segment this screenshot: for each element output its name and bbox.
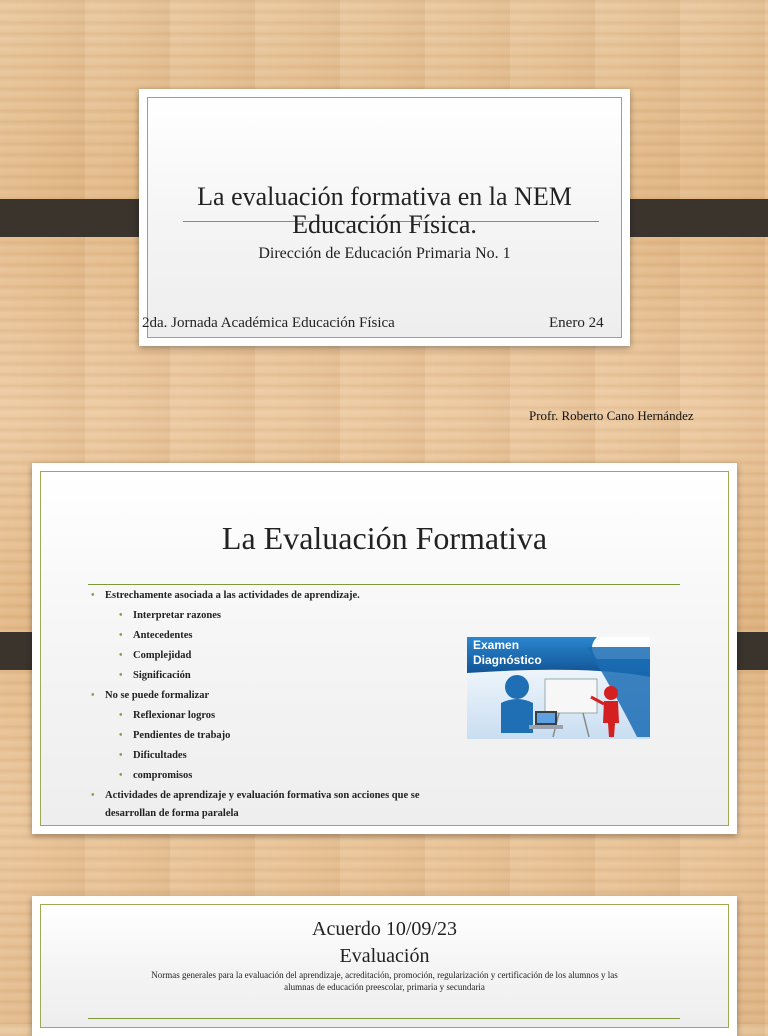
slide-1-footer-right: Enero 24 bbox=[549, 315, 604, 331]
slide-1-title-line2: Educación Física. bbox=[292, 210, 477, 239]
slide-1 bbox=[139, 89, 630, 346]
bullet-item: • Actividades de aprendizaje y evaluación formativa son acciones que se bbox=[105, 789, 545, 802]
slide-2-title: La Evaluación Formativa bbox=[221, 520, 548, 556]
slide-2 bbox=[32, 463, 737, 834]
bullet-item: • Estrechamente asociada a las actividades de aprendizaje. bbox=[105, 589, 545, 602]
slide-3 bbox=[32, 896, 737, 1036]
bullet-item: • Pendientes de trabajo bbox=[133, 729, 545, 742]
slide-3-description-line2: alumnas de educación preescolar, primaria y secundaria bbox=[284, 982, 485, 992]
slide-3-description-line1: Normas generales para la evaluación del aprendizaje, acreditación, promoción, regularización y certificación de los alumnos y las bbox=[151, 970, 618, 980]
bullet-item-continuation: desarrollan de forma paralela bbox=[105, 808, 239, 819]
examen-diagnostico-image bbox=[467, 637, 650, 739]
bullet-item: • No se puede formalizar bbox=[105, 689, 545, 702]
author-credit: Profr. Roberto Cano Hernández bbox=[529, 408, 694, 423]
bullet-item: • Antecedentes bbox=[133, 629, 545, 642]
slide-1-footer-left: 2da. Jornada Académica Educación Física bbox=[142, 315, 395, 331]
image-caption-line1: Examen bbox=[473, 638, 520, 652]
bullet-item: • Reflexionar logros bbox=[133, 709, 545, 722]
bullet-item: • Complejidad bbox=[133, 649, 545, 662]
bullet-item: • compromisos bbox=[133, 769, 545, 782]
slide-1-title-line1: La evaluación formativa en la NEM bbox=[197, 182, 572, 211]
bullet-item: • Dificultades bbox=[133, 749, 545, 762]
side-bar-right-1 bbox=[613, 199, 768, 237]
bullet-item: • Interpretar razones bbox=[133, 609, 545, 622]
bullet-item: • Significación bbox=[133, 669, 545, 682]
slide-2-title-rule bbox=[88, 584, 680, 585]
slide-1-subtitle: Dirección de Educación Primaria No. 1 bbox=[258, 245, 511, 262]
slide-3-title-rule bbox=[88, 1018, 680, 1019]
side-bar-left-1 bbox=[0, 199, 155, 237]
image-caption-line2: Diagnóstico bbox=[473, 653, 542, 667]
slide-3-title-line2: Evaluación bbox=[339, 945, 430, 967]
slide-3-title-line1: Acuerdo 10/09/23 bbox=[312, 918, 457, 940]
